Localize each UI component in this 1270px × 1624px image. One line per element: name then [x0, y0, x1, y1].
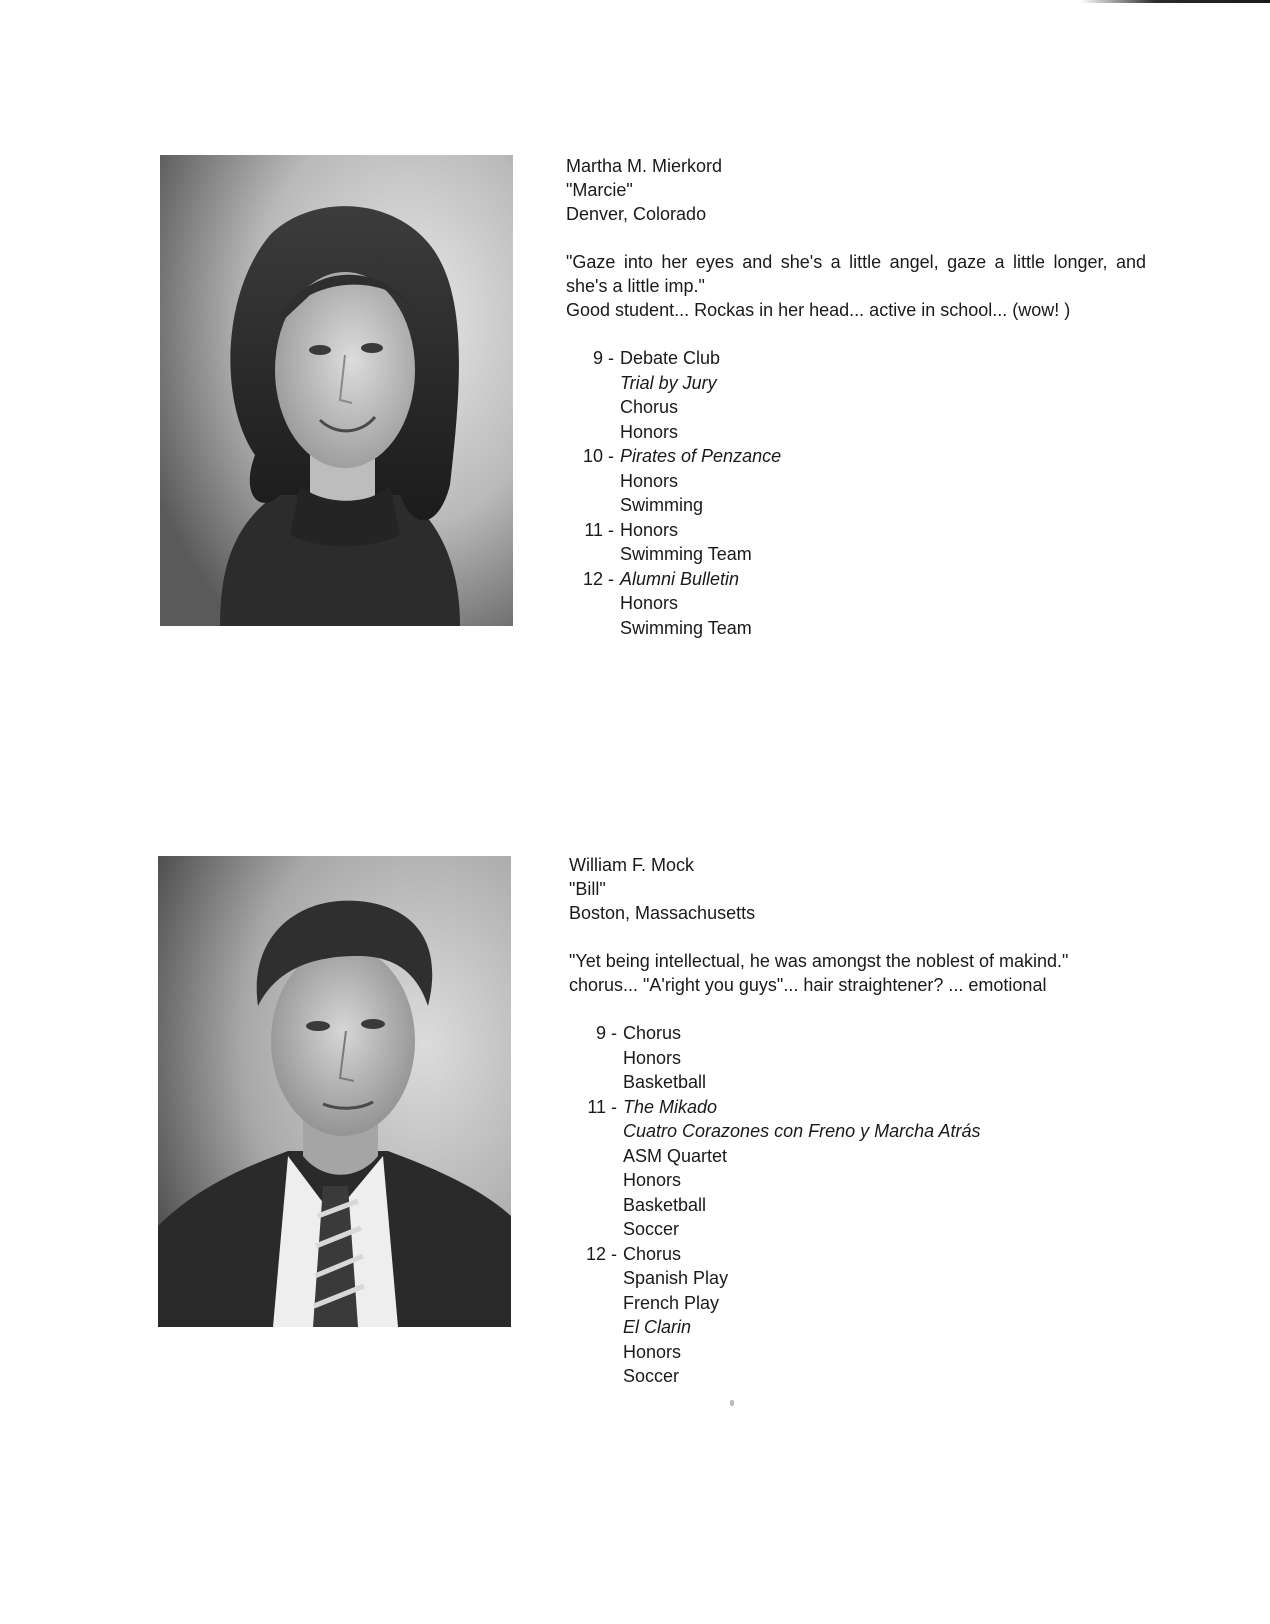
portrait-photo-william — [158, 856, 511, 1327]
student-nickname: "Bill" — [569, 879, 606, 899]
activity-row — [569, 1291, 981, 1316]
grade-label: 11 - — [584, 519, 614, 540]
activity-item: Honors — [620, 519, 679, 540]
portrait-martha-graphic — [160, 155, 513, 626]
activity-row — [569, 1021, 981, 1046]
grade-label: 11 - — [587, 1096, 617, 1117]
activity-row — [569, 1242, 981, 1267]
student-entry-william — [569, 853, 1068, 1389]
activity-row — [569, 1070, 981, 1095]
scan-speck — [730, 1400, 734, 1406]
activity-item: French Play — [623, 1292, 720, 1313]
activities-list — [569, 1021, 981, 1389]
student-remark: chorus... "A'right you guys"... hair straightener? ... emotional — [569, 975, 1047, 995]
activity-row — [566, 444, 781, 469]
activity-row — [569, 1364, 981, 1389]
student-quote: "Yet being intellectual, he was amongst the noblest of makind." — [569, 951, 1069, 971]
student-name: William F. Mock — [569, 855, 694, 875]
grade-label: 9 - — [595, 1023, 617, 1043]
activity-row — [566, 469, 781, 494]
activity-item: Chorus — [620, 397, 679, 417]
activity-item: Chorus — [623, 1243, 682, 1264]
activity-item: Debate Club — [620, 348, 721, 368]
activity-row — [569, 1193, 981, 1218]
student-name: Martha M. Mierkord — [566, 156, 723, 176]
activity-row — [569, 1168, 981, 1193]
activity-item: Chorus — [623, 1023, 682, 1043]
activity-item: Soccer — [623, 1219, 680, 1239]
activity-item: Basketball — [623, 1072, 707, 1092]
student-hometown: Denver, Colorado — [566, 204, 707, 224]
activity-item: Honors — [620, 421, 679, 442]
scan-edge-mark — [1080, 0, 1270, 3]
activity-item: Soccer — [623, 1366, 680, 1386]
student-nickname: "Marcie" — [566, 180, 633, 200]
activities-list — [566, 346, 781, 640]
activity-item: El Clarin — [623, 1317, 692, 1337]
activity-row — [569, 1095, 981, 1120]
activity-item: Swimming Team — [620, 617, 752, 638]
activity-row — [566, 493, 781, 518]
student-hometown: Boston, Massachusetts — [569, 903, 756, 923]
activity-row — [569, 1315, 981, 1340]
activity-item: Honors — [620, 593, 679, 613]
activity-item: Swimming Team — [620, 544, 752, 564]
activity-item: Spanish Play — [623, 1268, 729, 1288]
activity-row — [566, 518, 781, 543]
grade-label: 12 - — [585, 1243, 617, 1264]
activity-item: Swimming — [620, 495, 704, 515]
activity-row — [569, 1046, 981, 1071]
activity-row — [569, 1119, 981, 1144]
activity-item: Honors — [623, 1341, 682, 1362]
student-entry-martha — [566, 154, 1146, 640]
activity-row — [566, 420, 781, 445]
activity-item: The Mikado — [623, 1096, 718, 1117]
activity-item: Pirates of Penzance — [620, 446, 782, 466]
activity-item: Alumni Bulletin — [620, 568, 740, 589]
grade-label: 9 - — [592, 348, 614, 368]
activity-item: Basketball — [623, 1194, 707, 1215]
activity-row — [566, 616, 781, 641]
grade-label: 10 - — [582, 446, 614, 466]
activity-item: Trial by Jury — [620, 372, 717, 393]
activity-row — [569, 1217, 981, 1242]
activity-item: Cuatro Corazones con Freno y Marcha Atrás — [623, 1121, 981, 1141]
activity-row — [569, 1340, 981, 1365]
activity-item: Honors — [623, 1170, 682, 1190]
portrait-william-graphic — [158, 856, 511, 1327]
activity-item: Honors — [623, 1047, 682, 1068]
grade-label: 12 - — [582, 568, 614, 589]
activity-row — [566, 346, 781, 371]
portrait-photo-martha — [160, 155, 513, 626]
activity-row — [569, 1266, 981, 1291]
activity-row — [566, 567, 781, 592]
activity-row — [566, 395, 781, 420]
activity-row — [566, 371, 781, 396]
activity-row — [566, 591, 781, 616]
activity-row — [569, 1144, 981, 1169]
student-remark: Good student... Rockas in her head... active in school... (wow! ) — [566, 300, 1071, 320]
activity-item: Honors — [620, 470, 679, 491]
activity-item: ASM Quartet — [623, 1145, 728, 1166]
student-quote: "Gaze into her eyes and she's a little angel, gaze a little longer, and she's a little imp." — [566, 252, 1146, 296]
activity-row — [566, 542, 781, 567]
